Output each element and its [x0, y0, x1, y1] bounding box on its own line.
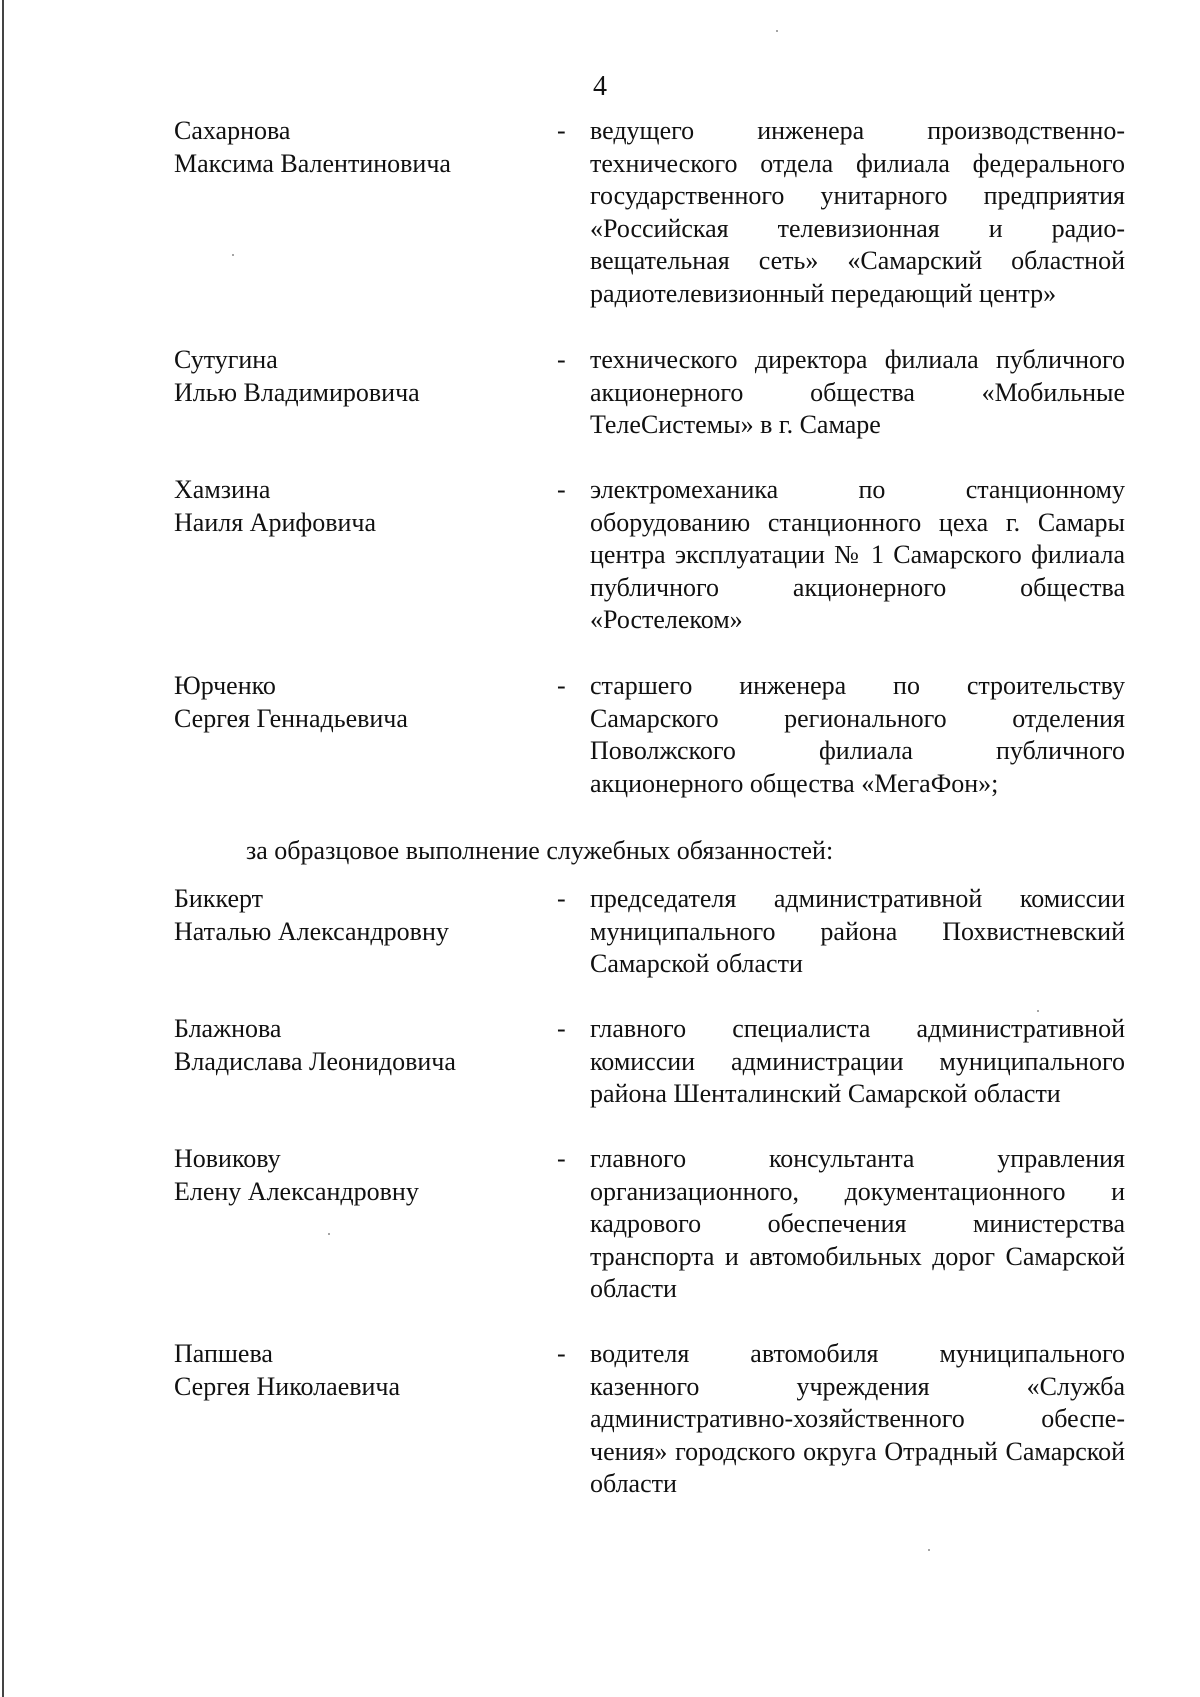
recipient-surname: Сахарнова — [174, 116, 291, 145]
recipient-surname: Новикову — [174, 1144, 281, 1173]
entry-dash: - — [557, 1144, 566, 1173]
recipient-position: ведущего инженера производственно-технического отдела филиала федерального государственного унитарного предприятия «Российская телевизионная и радио-вещательная сеть» «Самарский областной радиотелевизионный передающий центр» — [590, 116, 1125, 308]
recipient-position: старшего инженера по строительству Самарского регионального отделения Поволжского филиала публичного акционерного общества «МегаФон»; — [590, 671, 1125, 798]
recipient-given-names: Владислава Леонидовича — [174, 1046, 456, 1076]
recipient-surname: Папшева — [174, 1339, 273, 1368]
scan-speck — [928, 1549, 930, 1551]
recipient-position: электромеханика по станционному оборудованию станционного цеха г. Самары центра эксплуатации № 1 Самарского филиала публичного акционерного общества «Ростелеком» — [590, 475, 1125, 634]
recipient-name — [174, 1338, 534, 1403]
recipient-name — [174, 1143, 534, 1208]
recipient-surname: Юрченко — [174, 671, 276, 700]
entry-dash: - — [557, 1339, 566, 1368]
recipient-given-names: Наиля Арифовича — [174, 507, 377, 537]
recipient-surname: Сутугина — [174, 345, 278, 374]
recipient-given-names: Елену Александровну — [174, 1176, 419, 1206]
scan-speck — [328, 1233, 330, 1235]
entry-dash: - — [557, 1014, 566, 1043]
scan-speck — [776, 30, 778, 32]
entry-dash: - — [557, 475, 566, 504]
recipient-name — [174, 115, 534, 180]
recipient-given-names: Илью Владимировича — [174, 377, 420, 407]
entry-dash: - — [557, 116, 566, 145]
scan-speck — [232, 254, 234, 256]
recipient-surname: Блажнова — [174, 1014, 282, 1043]
entry-dash: - — [557, 345, 566, 374]
recipient-position: технического директора филиала публичного акционерного общества «Мобильные ТелеСистемы» в г. Самаре — [590, 345, 1125, 439]
recipient-surname: Хамзина — [174, 475, 271, 504]
recipient-given-names: Сергея Геннадьевича — [174, 703, 408, 733]
recipient-position: главного специалиста административной комиссии администрации муниципального района Шенталинский Самарской области — [590, 1014, 1125, 1108]
page-number: 4 — [593, 71, 607, 102]
recipient-name — [174, 474, 534, 539]
recipient-given-names: Максима Валентиновича — [174, 148, 451, 178]
recipient-name — [174, 670, 534, 735]
recipient-position: главного консультанта управления организационного, документационного и кадрового обеспечения министерства транспорта и автомобильных дорог Самарской области — [590, 1144, 1125, 1303]
recipient-position: водителя автомобиля муниципального казенного учреждения «Служба административно-хозяйственного обеспе-чения» городского округа Отрадный Самарской области — [590, 1339, 1125, 1498]
entry-dash: - — [557, 884, 566, 913]
recipient-given-names: Сергея Николаевича — [174, 1371, 401, 1401]
recipient-position: председателя административной комиссии муниципального района Похвистневский Самарской области — [590, 884, 1125, 978]
recipient-surname: Биккерт — [174, 884, 264, 913]
recipient-name — [174, 1013, 534, 1078]
scan-edge-line — [2, 0, 4, 1697]
recipient-name — [174, 883, 534, 948]
recipient-name — [174, 344, 534, 409]
section-heading: за образцовое выполнение служебных обязанностей: — [246, 836, 834, 865]
entry-dash: - — [557, 671, 566, 700]
recipient-given-names: Наталью Александровну — [174, 916, 449, 946]
scan-speck — [1037, 1010, 1039, 1012]
